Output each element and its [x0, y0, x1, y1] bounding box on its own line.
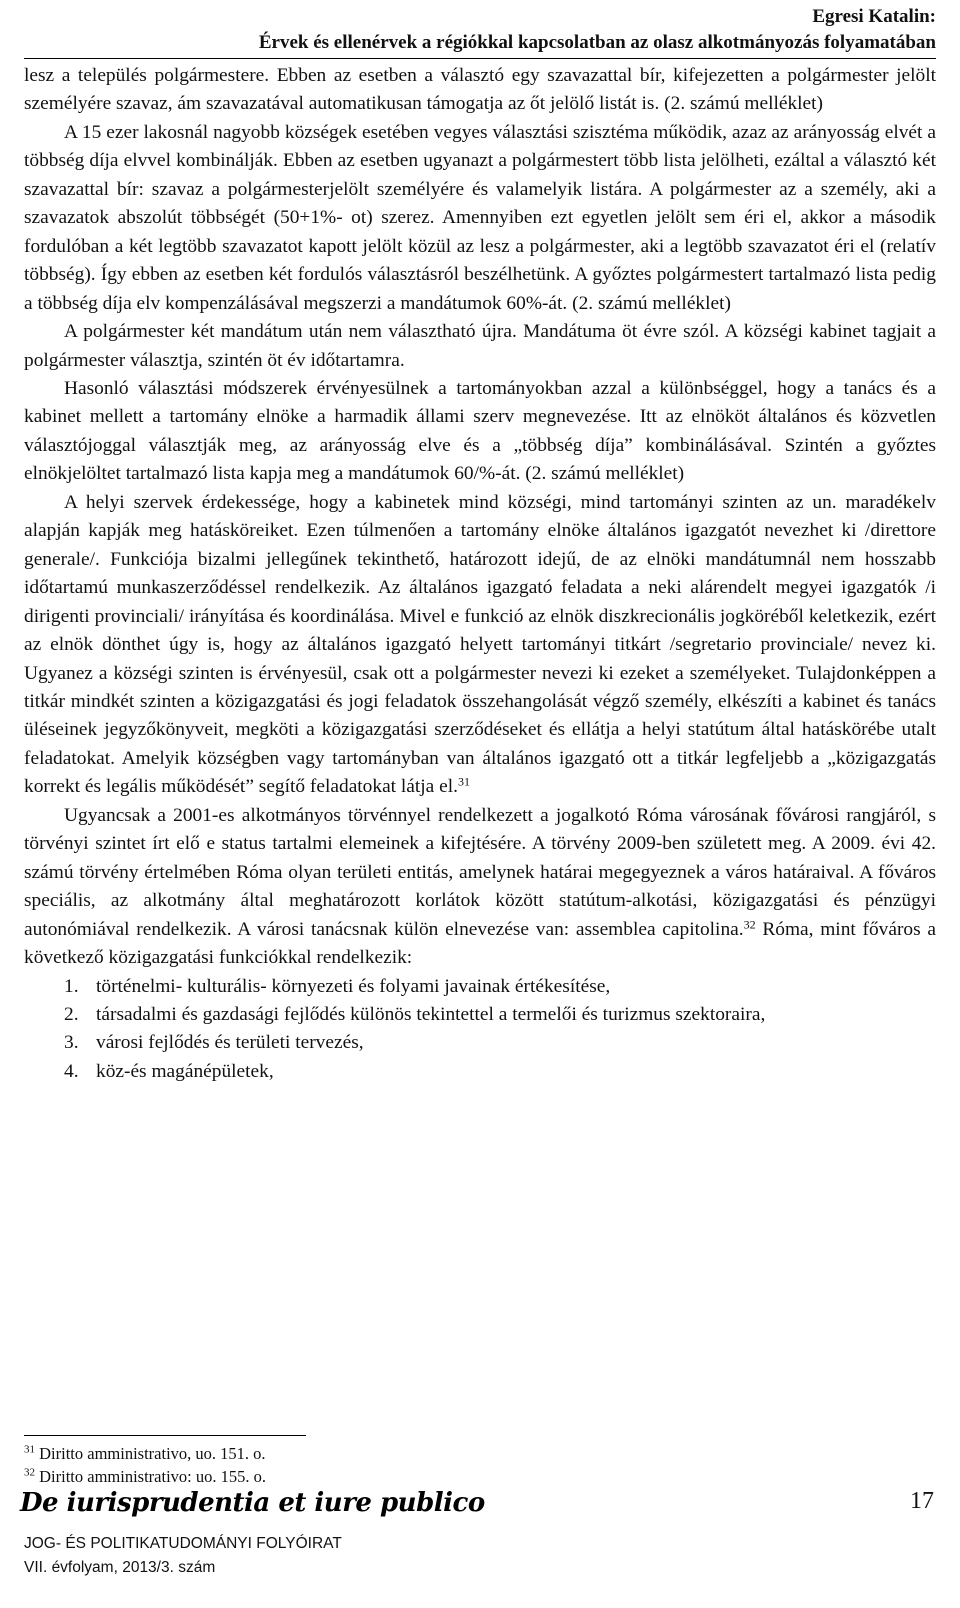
- running-header: [259, 4, 936, 56]
- list-item: [24, 1058, 936, 1086]
- list-item-number: 2.: [64, 1003, 79, 1025]
- footnote-number: 31: [24, 1443, 35, 1456]
- paragraph-5-text: A helyi szervek érdekessége, hogy a kabinetek mind községi, mind tartományi szinten az un. maradékelv alapján kapják meg hatásköreiket. Ezen túlmenően a tartomány elnöke általános igazgatót nevezhet ki /direttore generale/. Funkciója bizalmi jellegűnek tekinthető, határozott idejű, de az elnöki mandátumnál nem hosszabb időtartamú munkaszerződéssel rendelkezik. Az általános igazgató feladata a neki alárendelt megyei igazgatók /i dirigenti provinciali/ irányítása és koordinálása. Mivel e funkció az elnök diszkrecionális jogköréből keletkezik, ezért az elnök dönthet úgy is, hogy az általános igazgató helyett tartományi titkárt /segretario provinciale/ nevez ki. Ugyanez a községi szinten is érvényesül, csak ott a polgármester nevezi ki ezeket a személyeket. Tulajdonképpen a titkár mindkét szinten a közigazgatási és jogi feladatok összehangolását végző személy, elkészíti a kabinet és tanács üléseinek jegyzőkönyveit, megköti a közigazgatási szerződéseket és ellátja a helyi statútum által hatáskörébe utalt feladatokat. Amelyik községben vagy tartományban van általános igazgató ott a titkár legfeljebb a „közigazgatás korrekt és legális működését” segítő feladatokat látja el.: [24, 491, 936, 798]
- list-item-number: 3.: [64, 1032, 79, 1054]
- list-item-text: városi fejlődés és területi tervezés,: [96, 1032, 364, 1054]
- paragraph-6: [24, 802, 936, 973]
- header-author: Egresi Katalin:: [812, 6, 936, 27]
- list-item-text: társadalmi és gazdasági fejlődés különös tekintettel a termelői és turizmus szektoraira,: [96, 1003, 766, 1025]
- header-title: Érvek és ellenérvek a régiókkal kapcsolatban az olasz alkotmányozás folyamatában: [258, 32, 936, 53]
- footnote-31: [24, 1442, 266, 1465]
- paragraph-2: A 15 ezer lakosnál nagyobb községek esetében vegyes választási szisztéma működik, azaz az arányosság elvét a többség díja elvvel kombinálják. Ebben az esetben ugyanazt a polgármestert több lista jelölheti, ezáltal a választó két szavazattal bír: szavaz a polgármesterjelölt személyére és valamelyik listára. A polgármester az a személy, aki a szavazatok abszolút többségét (50+1%- ot) szerez. Amennyiben ezt egyetlen jelölt sem éri el, akkor a második fordulóban a két legtöbb szavazatot kapott jelölt közül az lesz a polgármester, aki a legtöbb szavazatot éri el (relatív többség). Így ebben az esetben két fordulós választásról beszélhetünk. A győztes polgármestert tartalmazó lista pedig a többség díja elv kompenzálásával megszerzi a mandátumok 60%-át. (2. számú melléklet): [24, 121, 936, 314]
- list-item-number: 4.: [64, 1060, 79, 1082]
- list-item: [24, 973, 936, 1001]
- footnote-text: Diritto amministrativo, uo. 151. o.: [39, 1444, 266, 1463]
- paragraph-5: [24, 489, 936, 802]
- paragraph-6-text-a: Ugyancsak a 2001-es alkotmányos törvénnyel rendelkezett a jogalkotó Róma városának fővárosi rangjáról, s törvényi szintet írt elő e status tartalmi elemeinek a kifejtésére. A törvény 2009-ben született meg. A 2009. évi 42. számú törvény értelmében Róma olyan területi entitás, amelynek határai megegyeznek a város határaival. A főváros speciális, az alkotmány által meghatározott korlátok között statútum-alkotási, közigazgatási és pénzügyi autonómiával rendelkezik. A városi tanácsnak külön elnevezése van: assemblea capitolina.: [24, 804, 936, 940]
- journal-latin-title: De iurisprudentia et iure publico: [20, 1488, 485, 1518]
- article-body: [24, 62, 936, 1086]
- list-item: [24, 1001, 936, 1029]
- journal-volume: VII. évfolyam, 2013/3. szám: [24, 1559, 216, 1576]
- paragraph-3: A polgármester két mandátum után nem választható újra. Mandátuma öt évre szól. A községi kabinet tagjait a polgármester választja, szintén öt év időtartamra.: [24, 321, 936, 371]
- list-item: [24, 1029, 936, 1057]
- header-rule: [24, 58, 936, 59]
- paragraph-4: Hasonló választási módszerek érvényesülnek a tartományokban azzal a különbséggel, hogy a tanács és a kabinet mellett a tartomány elnöke a harmadik állami szerv megnevezése. Itt az elnököt általános és közvetlen választójoggal választják meg, az arányosság elve és a „többség díja” kombinálásával. Szintén a győztes elnökjelöltet tartalmazó lista kapja meg a mandátumok 60/%-át. (2. számú melléklet): [24, 377, 936, 485]
- paragraph-6-text-b: Róma, mint főváros a következő közigazgatási funkciókkal rendelkezik:: [24, 918, 936, 969]
- footnote-ref-31[interactable]: 31: [457, 774, 470, 789]
- footnotes: [24, 1442, 266, 1488]
- functions-list: [24, 973, 936, 1087]
- journal-name: JOG- ÉS POLITIKATUDOMÁNYI FOLYÓIRAT: [24, 1535, 342, 1552]
- footnote-ref-32[interactable]: 32: [743, 917, 756, 931]
- journal-info: [24, 1532, 342, 1580]
- list-item-number: 1.: [64, 975, 79, 997]
- footnote-32: [24, 1465, 266, 1488]
- paragraph-1: lesz a település polgármestere. Ebben az esetben a választó egy szavazattal bír, kifejezetten a polgármester jelölt személyére szavaz, ám szavazatával automatikusan támogatja az őt jelölő listát is. (2. számú melléklet): [24, 65, 936, 115]
- list-item-text: történelmi- kulturális- környezeti és folyami javainak értékesítése,: [96, 975, 611, 997]
- footnote-text: Diritto amministrativo: uo. 155. o.: [39, 1467, 266, 1486]
- list-item-text: köz-és magánépületek,: [96, 1060, 274, 1082]
- page-number: 17: [910, 1488, 934, 1514]
- footnote-rule: [24, 1435, 306, 1436]
- footnote-number: 32: [24, 1466, 35, 1479]
